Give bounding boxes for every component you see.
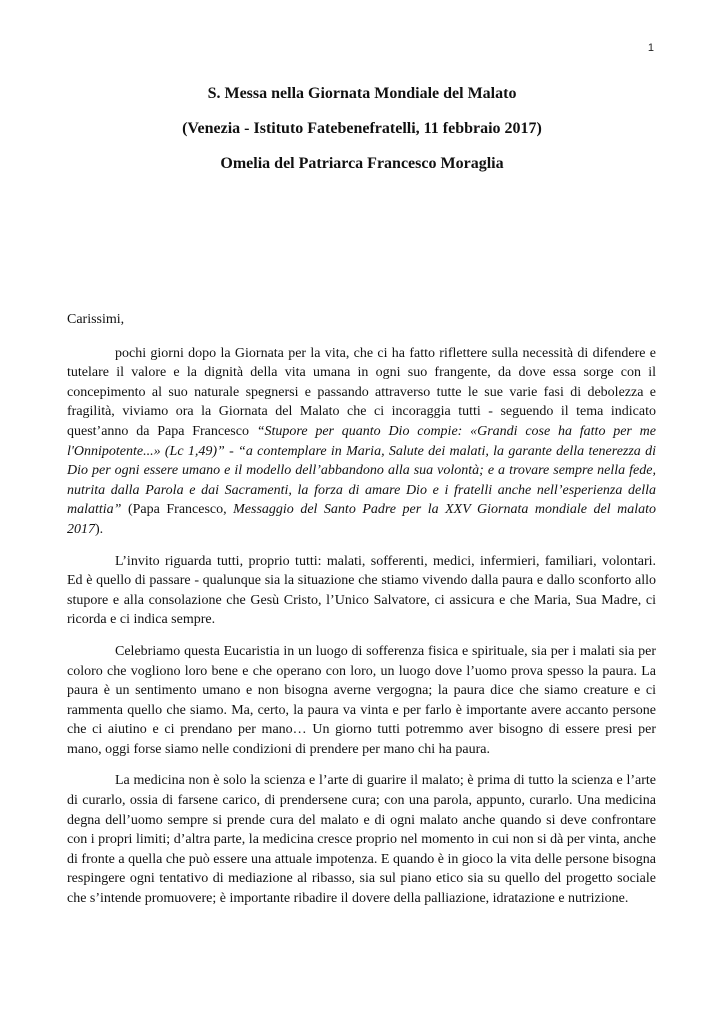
paragraph-1-text: pochi giorni dopo la Giornata per la vita, che ci ha fatto riflettere sulla necessità di difendere e tutelare il valore e la dignità della vita umana in ogni suo frangente, da dove essa sorge con il concepimento al suo naturale spegnersi e passando attraverso tutte le sue varie fasi di debolezza e fragilità, viviamo ora la Giornata del Malato che ci incoraggia tutti - seguendo il tema indicato quest’anno da Papa Francesco — [67, 345, 656, 439]
paragraph-1-citation: (Papa Francesco, — [121, 502, 234, 518]
paragraph-1-end: ). — [95, 521, 104, 537]
document-body — [67, 310, 656, 921]
paragraph-1-quote: “Stupore per quanto Dio compie: «Grandi cose ha fatto per me l'Onnipotente...» (Lc 1,49)” - “a contemplare in Maria, Salute dei malati, la garante della tenerezza di Dio per ogni essere umano e il modello dell’abbandono alla sua volontà; e a trovare sempre nella fede, nutrita dalla Parola e dai Sacramenti, la forza di amare Dio e i fratelli anche nell’esperienza della malattia” — [67, 423, 656, 518]
paragraph-1 — [67, 344, 656, 540]
page-number: 1 — [647, 42, 654, 54]
paragraph-4: La medicina non è solo la scienza e l’arte di guarire il malato; è prima di tutto la scienza e l’arte di curarlo, ossia di farsene carico, di prendersene cura; con una parola, appunto, curarlo. Una medicina degna dell’uomo sempre si prende cura del malato e di ogni malato anche quando si deve confrontare con i propri limiti; d’altra parte, la medicina cresce proprio nel momento in cui non si dà per vinta, anche di fronte a quella che può essere una attuale impotenza. E quando è in gioco la vita delle persone bisogna respingere ogni tentativo di mediazione al ribasso, sia sul piano etico sia su quello del progetto sociale che s’intende promuovere; è importante ribadire il dovere della palliazione, idratazione e nutrizione. — [67, 773, 656, 907]
title-mass: S. Messa nella Giornata Mondiale del Malato — [207, 85, 517, 102]
paragraph-2: L’invito riguarda tutti, proprio tutti: malati, sofferenti, medici, infermieri, familiari, volontari. Ed è quello di passare - qualunque sia la situazione che stiamo vivendo dalla paura e dallo sconforto allo stupore e alla consolazione che Gesù Cristo, l’Unico Salvatore, ci assicura e che Maria, Sua Madre, ci ricorda e ci indica sempre. — [67, 553, 656, 628]
paragraph-1-source-title: Messaggio del Santo Padre per la XXV Giornata mondiale del malato 2017 — [67, 502, 656, 537]
title-location-date: (Venezia - Istituto Fatebenefratelli, 11 febbraio 2017) — [182, 120, 542, 137]
title-homily-author: Omelia del Patriarca Francesco Moraglia — [220, 155, 504, 172]
document-header — [60, 84, 664, 189]
greeting: Carissimi, — [67, 312, 125, 327]
paragraph-3: Celebriamo questa Eucaristia in un luogo di sofferenza fisica e spirituale, sia per i malati sia per coloro che vogliono loro bene e che operano con loro, un luogo dove l’uomo prova spesso la paura. La paura è un sentimento umano e non bisogna averne vergogna; la paura dice che siamo creature e ci rammenta quello che siamo. Ma, certo, la paura va vinta e per farlo è importante avere accanto persone che ci aiutino e ci prendano per mano… Un giorno tutti potremmo aver bisogno di essere presi per mano, oggi forse siamo nelle condizioni di prendere per mano chi ha paura. — [67, 643, 656, 757]
